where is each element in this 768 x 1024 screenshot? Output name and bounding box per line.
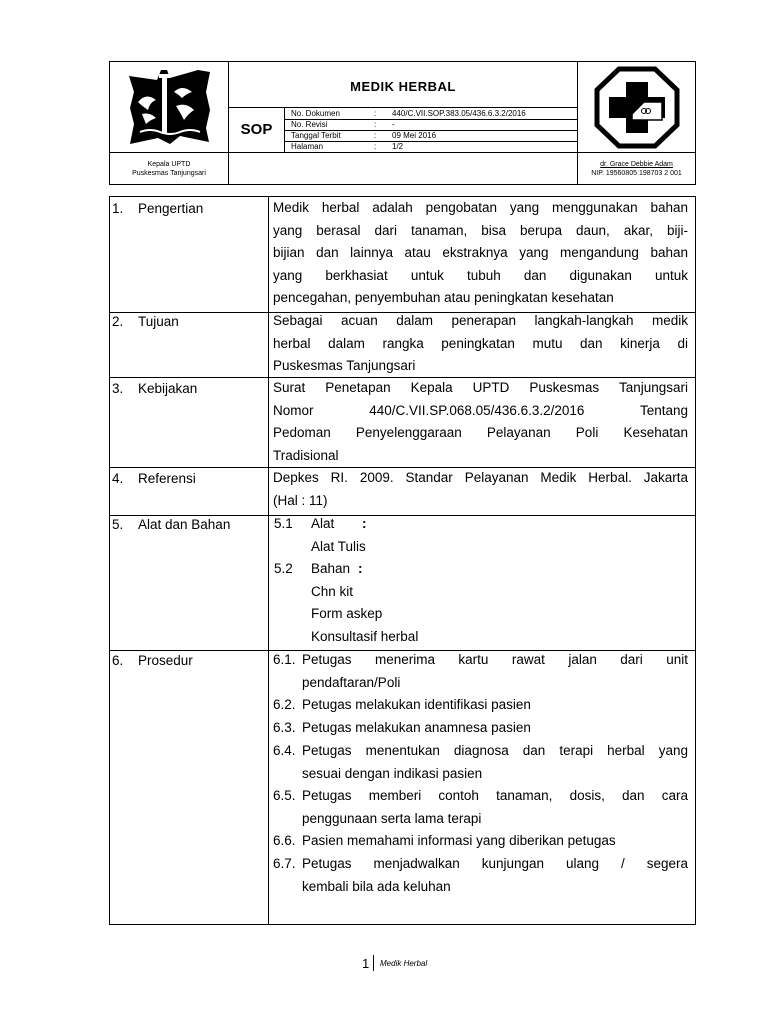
meta-label: Halaman: [291, 142, 324, 151]
meta-row-revisi: [285, 120, 577, 130]
page-number: 1: [362, 956, 370, 971]
procedure-step: [302, 717, 688, 740]
text-line: (Hal : 11): [273, 492, 328, 508]
text-line: Petugas menentukan diagnosa dan terapi herbal yang: [302, 743, 688, 758]
meta-separator: :: [374, 120, 377, 129]
text-line: penggunaan serta lama terapi: [302, 810, 482, 826]
section-number: 1.: [112, 201, 124, 216]
sop-header-table: [109, 61, 696, 185]
sop-content-table: [109, 196, 696, 925]
section-label-pengertian: Pengertian: [138, 201, 204, 216]
text-line: yang berkhasiat untuk tubuh dan digunakan untuk: [273, 267, 688, 283]
footer-document-title: Medik Herbal: [380, 959, 428, 968]
sub-label-alat: Alat: [311, 516, 335, 531]
puskesmas-cross-logo-icon: [578, 62, 696, 153]
text-line: Petugas melakukan anamnesa pasien: [302, 720, 531, 735]
text-line: Nomor 440/C.VII.SP.068.05/436.6.3.2/2016 Tentang: [273, 402, 688, 418]
text-line: Tradisional: [273, 447, 339, 463]
meta-label: No. Revisi: [291, 120, 328, 129]
sub-colon: :: [358, 561, 363, 576]
text-line: pendaftaran/Poli: [302, 674, 401, 690]
title-cell: [229, 62, 577, 108]
step-number: 6.6.: [273, 833, 296, 848]
text-line: Petugas memberi contoh tanaman, dosis, dan cara: [302, 788, 688, 803]
signer-nip: NIP. 19560805 198703 2 001: [591, 170, 682, 177]
step-number: 6.4.: [273, 743, 296, 758]
section-number: 2.: [112, 314, 124, 329]
text-line: Pedoman Penyelenggaraan Pelayanan Poli Kesehatan: [273, 425, 688, 441]
meta-value: 1/2: [392, 142, 404, 151]
sub-colon: :: [362, 516, 367, 531]
section-number: 5.: [112, 517, 124, 532]
text-line: Pasien memahami informasi yang diberikan petugas: [302, 833, 616, 848]
text-line: Petugas menerima kartu rawat jalan dari unit: [302, 652, 688, 667]
section-text-referensi: [273, 467, 688, 512]
meta-value: -: [392, 120, 395, 129]
text-line: kembali bila ada keluhan: [302, 878, 451, 894]
text-line: Petugas menjadwalkan kunjungan ulang / segera: [302, 856, 688, 871]
meta-value: 440/C.VII.SOP.383.05/436.6.3.2/2016: [392, 109, 526, 118]
meta-row-halaman: [285, 142, 577, 152]
bahan-item: Chn kit: [311, 584, 354, 599]
text-line: sesuai dengan indikasi pasien: [302, 765, 483, 781]
section-label-tujuan: Tujuan: [138, 314, 179, 329]
procedure-step: [302, 830, 688, 853]
bahan-item: Form askep: [311, 606, 383, 621]
text-line: Depkes RI. 2009. Standar Pelayanan Medik Herbal. Jakarta: [273, 470, 688, 485]
procedure-step: [302, 785, 688, 830]
text-line: Puskesmas Tanjungsari: [273, 358, 416, 374]
meta-separator: :: [374, 142, 377, 151]
procedure-step: [302, 694, 688, 717]
text-line: bijian dan lainnya atau ekstraknya yang mengandung bahan: [273, 245, 688, 261]
signature-middle: [229, 153, 577, 184]
step-number: 6.1.: [273, 652, 296, 667]
sop-label: SOP: [240, 121, 273, 138]
column-divider: [268, 197, 269, 924]
meta-label: Tanggal Terbit: [291, 131, 341, 140]
signer-name: dr. Grace Debbie Adam: [600, 161, 673, 168]
text-line: Surat Penetapan Kepala UPTD Puskesmas Tanjungsari: [273, 380, 688, 395]
document-meta: [285, 108, 577, 153]
section-number: 3.: [112, 381, 124, 396]
logo-cell: [110, 62, 229, 153]
text-line: pencegahan, penyembuhan atau peningkatan kesehatan: [273, 290, 614, 306]
step-number: 6.5.: [273, 788, 296, 803]
section-text-tujuan: [273, 310, 688, 378]
sub-number: 5.1: [274, 516, 293, 531]
bahan-item: Konsultasif herbal: [311, 629, 419, 644]
sop-cell: [229, 108, 285, 153]
meta-row-tanggal: [285, 131, 577, 141]
signature-right: [577, 153, 695, 184]
procedure-step: [302, 649, 688, 694]
procedure-step: [302, 740, 688, 785]
meta-separator: :: [374, 109, 377, 118]
meta-separator: :: [374, 131, 377, 140]
alat-item: Alat Tulis: [311, 539, 366, 554]
meta-value: 09 Mei 2016: [392, 131, 437, 140]
section-number: 4.: [112, 471, 124, 486]
step-number: 6.3.: [273, 720, 296, 735]
city-emblem-icon: [110, 62, 229, 153]
procedure-step: [302, 853, 688, 898]
meta-label: No. Dokumen: [291, 109, 340, 118]
sig-left-title: Kepala UPTD: [147, 161, 191, 168]
text-line: Medik herbal adalah pengobatan yang menggunakan bahan: [273, 200, 688, 215]
section-text-kebijakan: [273, 377, 688, 467]
step-number: 6.7.: [273, 856, 296, 871]
signature-left: [110, 153, 229, 184]
section-label-prosedur: Prosedur: [138, 653, 193, 668]
step-number: 6.2.: [273, 697, 296, 712]
section-text-pengertian: [273, 197, 688, 310]
sub-label-bahan: Bahan: [311, 561, 351, 576]
text-line: Sebagai acuan dalam penerapan langkah-langkah medik: [273, 313, 688, 328]
section-number: 6.: [112, 653, 124, 668]
sub-number: 5.2: [274, 561, 293, 576]
text-line: Petugas melakukan identifikasi pasien: [302, 697, 531, 712]
meta-row-dokumen: [285, 109, 577, 119]
section-label-referensi: Referensi: [138, 471, 196, 486]
footer-divider: [373, 955, 374, 971]
sig-left-org: Puskesmas Tanjungsari: [132, 170, 206, 177]
text-line: herbal dalam rangka peningkatan mutu dan kinerja di: [273, 335, 688, 351]
section-label-kebijakan: Kebijakan: [138, 381, 198, 396]
section-label-alat-bahan: Alat dan Bahan: [138, 517, 231, 532]
text-line: yang berasal dari tanaman, bisa berupa daun, akar, biji-: [273, 222, 688, 238]
cross-logo-cell: [577, 62, 695, 153]
document-title: MEDIK HERBAL: [350, 79, 456, 94]
